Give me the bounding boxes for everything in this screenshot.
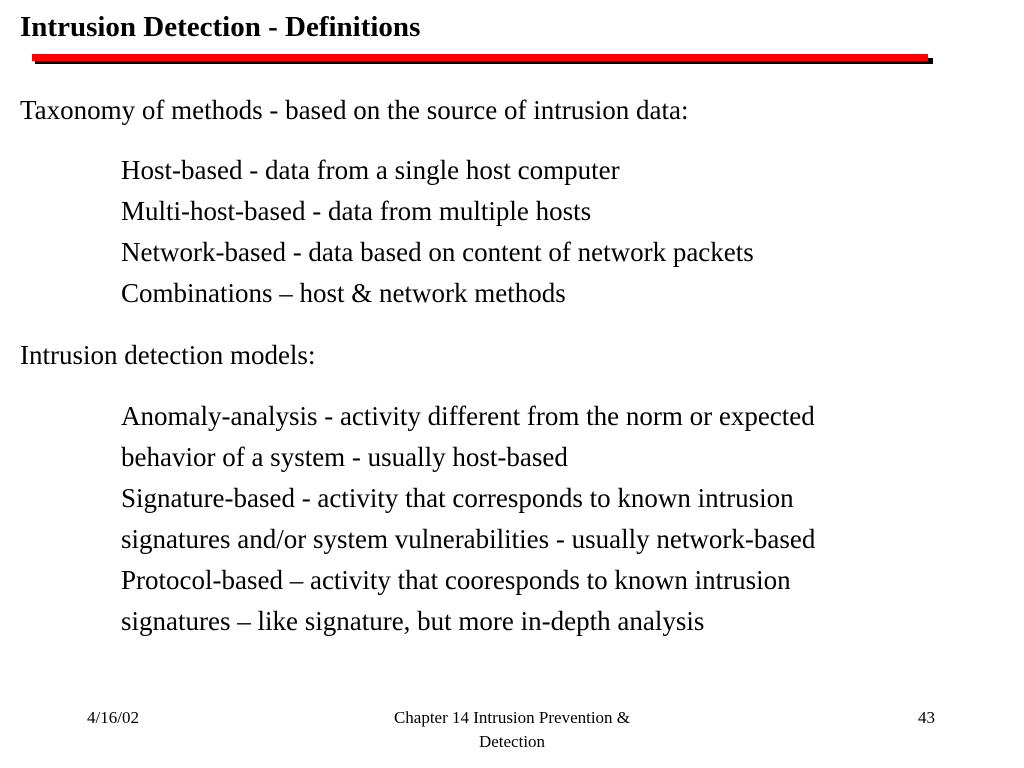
footer-chapter-title <box>362 706 662 754</box>
title-underline <box>32 54 932 68</box>
list-item: behavior of a system - usually host-based <box>121 442 568 472</box>
list-item: Anomaly-analysis - activity different from the norm or expected <box>121 401 815 431</box>
list-item: Multi-host-based - data from multiple hosts <box>121 196 592 226</box>
title-underline-bar <box>32 54 928 61</box>
section-heading-taxonomy: Taxonomy of methods - based on the source of intrusion data: <box>20 95 689 125</box>
footer-date: 4/16/02 <box>87 708 139 727</box>
section-heading-models: Intrusion detection models: <box>20 340 316 370</box>
footer-chapter-line-1: Chapter 14 Intrusion Prevention & <box>393 708 631 727</box>
list-item: Protocol-based – activity that cooresponds to known intrusion <box>121 565 791 595</box>
models-list <box>121 396 815 642</box>
list-item: Network-based - data based on content of network packets <box>121 237 754 267</box>
taxonomy-list <box>121 150 754 314</box>
list-item: Host-based - data from a single host computer <box>121 155 620 185</box>
slide-title: Intrusion Detection - Definitions <box>20 11 421 43</box>
list-item: signatures and/or system vulnerabilities - usually network-based <box>121 524 816 554</box>
list-item: signatures – like signature, but more in-depth analysis <box>121 606 705 636</box>
footer-page-number: 43 <box>918 708 935 727</box>
list-item: Combinations – host & network methods <box>121 278 566 308</box>
list-item: Signature-based - activity that corresponds to known intrusion <box>121 483 794 513</box>
footer-chapter-line-2: Detection <box>478 732 546 751</box>
